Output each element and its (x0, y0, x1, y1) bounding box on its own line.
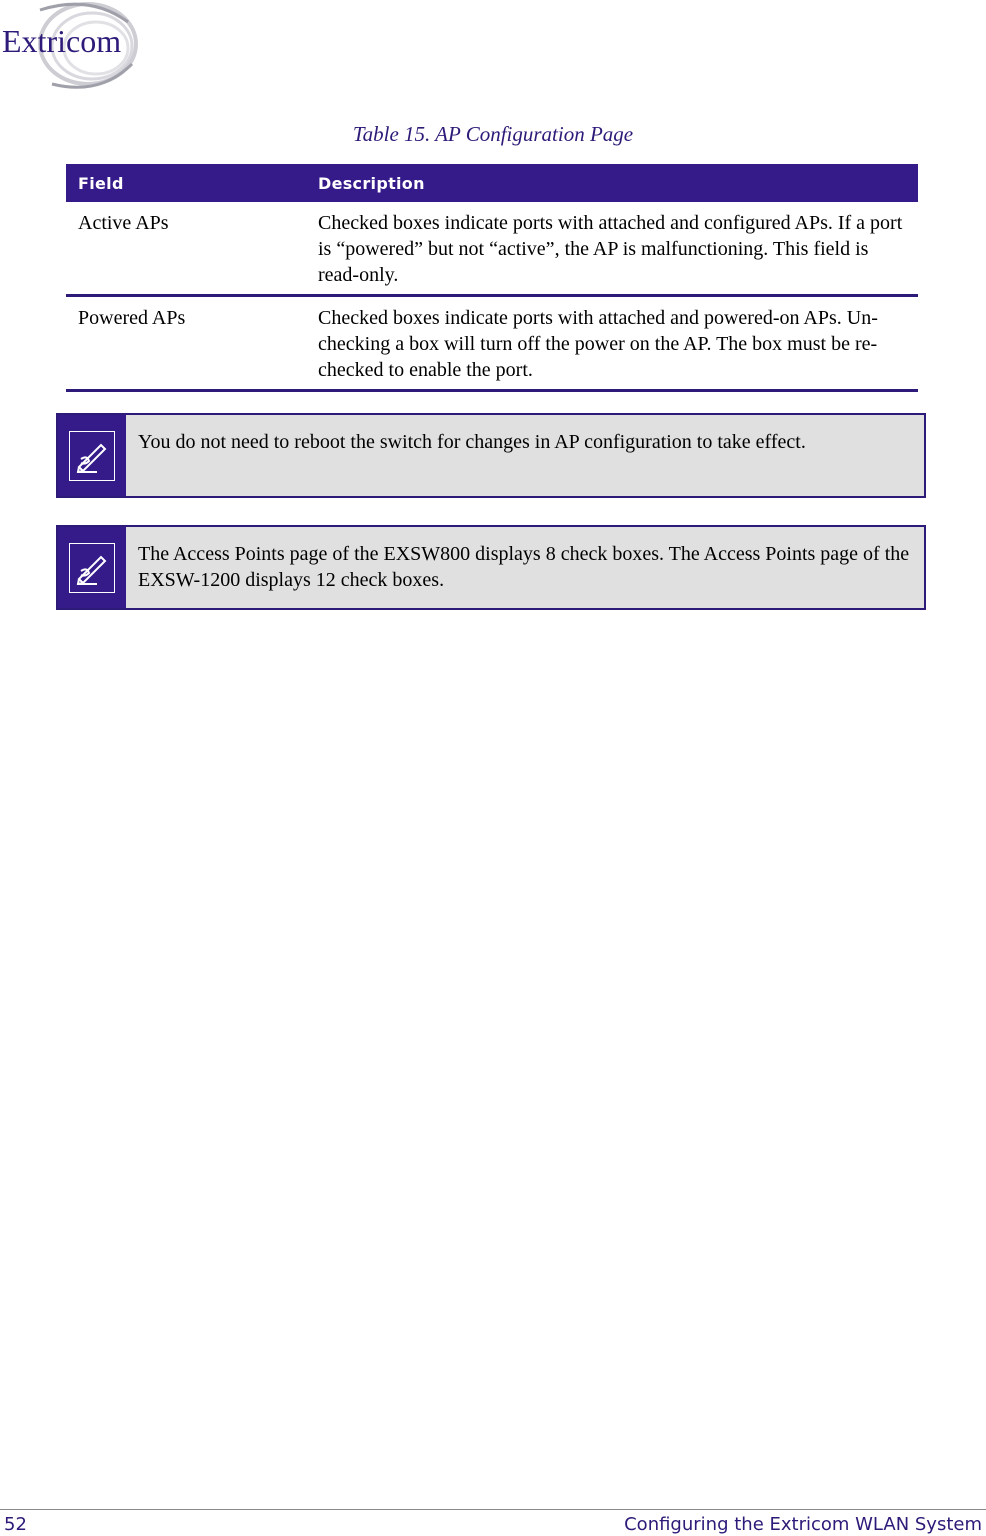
ap-configuration-table (66, 164, 918, 392)
logo-swoosh-graphic (0, 0, 140, 92)
footer-section-title: Configuring the Extricom WLAN System (624, 1514, 982, 1535)
table-cell-description: Checked boxes indicate ports with attached and configured APs. If a port is “powered” but not “active”, the AP is malfunctioning. This field is read-only. (306, 202, 918, 296)
column-header-field: Field (66, 164, 306, 202)
table-header-row (66, 164, 918, 202)
writing-hand-icon (69, 543, 115, 593)
column-header-description: Description (306, 164, 918, 202)
table-caption: Table 15. AP Configuration Page (352, 122, 634, 146)
table-cell-field: Powered APs (66, 296, 306, 391)
note-text: The Access Points page of the EXSW800 displays 8 check boxes. The Access Points page of the EXSW-1200 displays 12 check boxes. (138, 543, 910, 591)
note-box (56, 413, 926, 498)
table-row (66, 202, 918, 296)
writing-hand-icon (69, 431, 115, 481)
table-row (66, 296, 918, 391)
note-box (56, 525, 926, 610)
table-cell-description: Checked boxes indicate ports with attached and powered-on APs. Un-checking a box will turn off the power on the AP. The box must be re-checked to enable the port. (306, 296, 918, 391)
footer-divider (0, 1509, 986, 1510)
logo-wordmark: Extricom (2, 23, 122, 59)
note-text: You do not need to reboot the switch for changes in AP configuration to take effect. (138, 431, 806, 453)
note-icon-cell (58, 527, 126, 608)
extricom-logo (0, 0, 140, 92)
page-number: 52 (4, 1514, 27, 1535)
note-icon-cell (58, 415, 126, 496)
table-cell-field: Active APs (66, 202, 306, 296)
